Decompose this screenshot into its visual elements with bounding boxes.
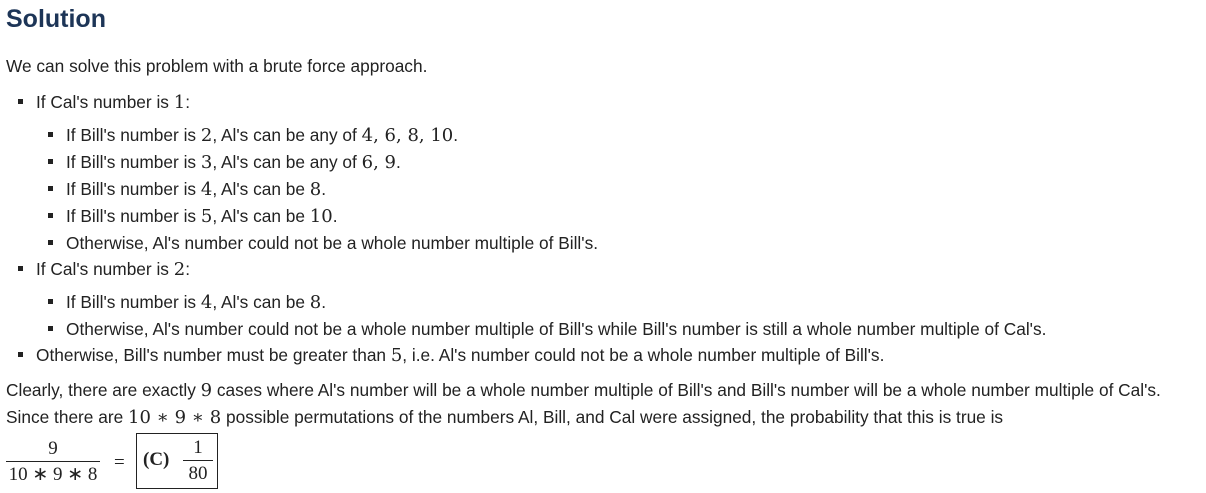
math-value: 5 <box>200 206 213 227</box>
math-value: 6, 9 <box>361 152 397 173</box>
list-item-otherwise <box>6 342 1206 369</box>
list-item-text: . <box>332 206 338 226</box>
answer-choice: (C) <box>143 449 170 470</box>
sub-case-list <box>36 289 1206 342</box>
list-item <box>6 203 1206 230</box>
list-item <box>6 176 1206 203</box>
solution-heading: Solution <box>6 5 106 33</box>
sub-case-list <box>36 122 1206 256</box>
list-item <box>6 149 1206 176</box>
math-value: 2 <box>173 259 186 280</box>
conclusion-text: cases where Al's number will be a whole number multiple of Bill's and Bill's number will be a whole number multiple of Cal's. Since there are <box>6 380 1161 427</box>
list-item-text: If Bill's number is <box>66 206 201 226</box>
list-item-text: If Bill's number is <box>66 125 201 145</box>
fraction-numerator: 9 <box>48 438 58 459</box>
list-item-text: If Bill's number is <box>66 179 201 199</box>
list-item-text: , Al's can be any of <box>212 125 362 145</box>
list-item-text: If Bill's number is <box>66 152 201 172</box>
list-item-text: . <box>321 179 327 199</box>
list-item-text: Otherwise, Al's number could not be a whole number multiple of Bill's. <box>66 233 599 253</box>
list-item-text: , i.e. Al's number could not be a whole number multiple of Bill's. <box>402 345 885 365</box>
conclusion-text: Clearly, there are exactly <box>6 380 201 400</box>
final-answer <box>6 433 1206 493</box>
math-value: 10 <box>309 206 333 227</box>
case-list <box>6 89 1206 369</box>
math-value: 9 <box>200 380 213 401</box>
list-item-text: If Bill's number is <box>66 292 201 312</box>
math-value: 5 <box>390 345 403 366</box>
conclusion-text: possible permutations of the numbers Al, Bill, and Cal were assigned, the probability that this is true is <box>221 407 1004 427</box>
math-value: 4 <box>200 179 213 200</box>
math-value: 1 <box>173 92 186 113</box>
list-item-text: , Al's can be <box>212 179 310 199</box>
list-item-text: If Cal's number is <box>36 92 174 112</box>
list-item-text: If Cal's number is <box>36 259 174 279</box>
list-item-cal-2 <box>6 256 1206 342</box>
list-item <box>6 122 1206 149</box>
probability-fraction <box>6 437 100 486</box>
list-item-text: . <box>453 125 459 145</box>
answer-box <box>136 433 218 489</box>
math-value: 2 <box>200 125 213 146</box>
math-value: 4, 6, 8, 10 <box>361 125 454 146</box>
fraction-denominator: 10 ∗ 9 ∗ 8 <box>8 464 98 485</box>
answer-fraction <box>183 436 213 485</box>
fraction-numerator: 1 <box>193 437 203 458</box>
list-item <box>6 289 1206 316</box>
list-item-text: , Al's can be <box>212 292 310 312</box>
list-item-text: : <box>185 259 191 279</box>
equals-sign: = <box>114 452 125 473</box>
list-item-cal-1 <box>6 89 1206 256</box>
list-item-text: . <box>396 152 401 172</box>
math-value: 8 <box>309 179 322 200</box>
fraction-denominator: 80 <box>188 463 208 484</box>
list-item <box>6 316 1206 342</box>
math-value: 3 <box>200 152 213 173</box>
list-item-text: Otherwise, Bill's number must be greater than <box>36 345 391 365</box>
list-item-text: Otherwise, Al's number could not be a whole number multiple of Bill's while Bill's number is still a whole number multiple of Cal's. <box>66 319 1047 339</box>
intro-text: We can solve this problem with a brute force approach. <box>6 56 428 76</box>
list-item-text: , Al's can be <box>212 206 310 226</box>
math-expression: 10 ∗ 9 ∗ 8 <box>128 407 222 428</box>
list-item-text: . <box>321 292 327 312</box>
list-item-text: : <box>185 92 191 112</box>
math-value: 8 <box>309 292 322 313</box>
conclusion-paragraph <box>6 377 1206 431</box>
list-item <box>6 230 1206 256</box>
math-value: 4 <box>200 292 213 313</box>
list-item-text: , Al's can be any of <box>212 152 362 172</box>
